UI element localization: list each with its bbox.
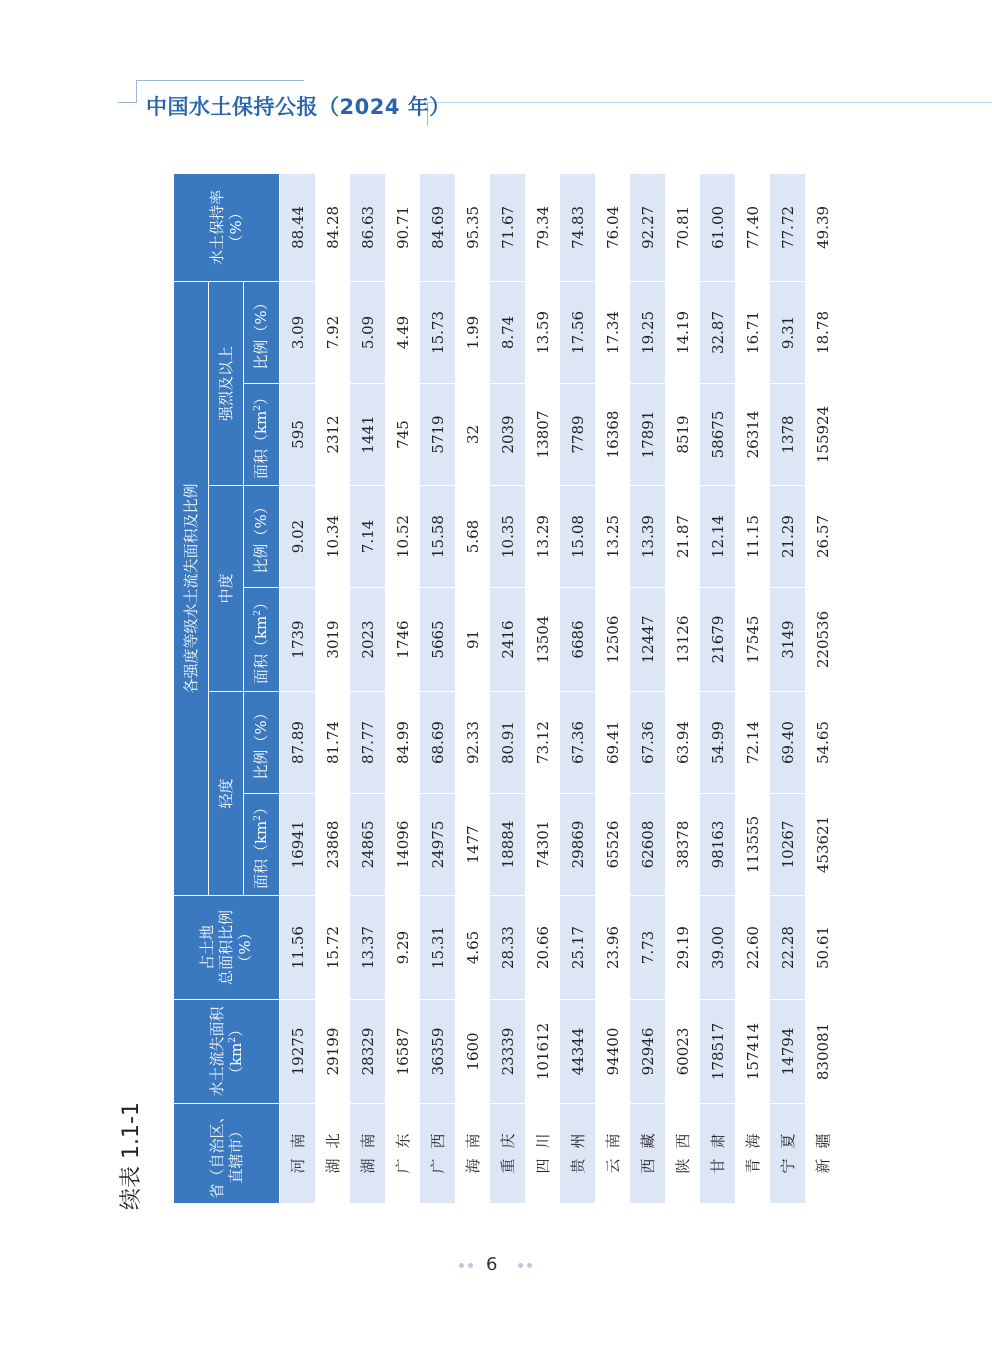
cell-province: 重庆 [490,1104,525,1204]
header-rule-base-left [118,102,137,103]
cell-severe-ratio: 8.74 [490,281,525,383]
cell-moderate-area: 2416 [490,588,525,692]
header-retention [174,173,280,281]
header-province: 省（自治区、直辖市） [174,1104,280,1204]
cell-moderate-ratio: 5.68 [455,486,490,588]
cell-retention: 86.63 [350,173,385,281]
cell-severe-area: 1378 [770,384,805,486]
cell-light-ratio: 80.91 [490,692,525,794]
cell-moderate-ratio: 10.34 [315,486,350,588]
cell-severe-ratio: 19.25 [630,281,665,383]
cell-severe-area: 5719 [420,384,455,486]
cell-loss-area: 28329 [350,1000,385,1104]
cell-light-ratio: 87.77 [350,692,385,794]
cell-retention: 61.00 [700,173,735,281]
header-severe: 强烈及以上 [209,281,244,485]
cell-moderate-area: 12447 [630,588,665,692]
cell-retention: 77.72 [770,173,805,281]
cell-severe-ratio: 5.09 [350,281,385,383]
cell-severe-area: 58675 [700,384,735,486]
cell-moderate-ratio: 21.29 [770,486,805,588]
cell-moderate-ratio: 13.29 [525,486,560,588]
cell-light-area: 14096 [385,794,420,896]
cell-moderate-ratio: 15.58 [420,486,455,588]
header-moderate-ratio: 比例（%） [244,486,280,588]
page-dot-left-outer [459,1263,464,1268]
cell-loss-area: 36359 [420,1000,455,1104]
cell-province: 河南 [280,1104,316,1204]
header-land-ratio [174,896,280,1000]
table-row [560,173,595,1203]
cell-light-ratio: 67.36 [560,692,595,794]
cell-moderate-area: 17545 [735,588,770,692]
header-rule-top [136,80,304,81]
cell-land-ratio: 25.17 [560,896,595,1000]
cell-light-area: 62608 [630,794,665,896]
cell-province: 新疆 [805,1104,840,1204]
cell-severe-area: 155924 [805,384,840,486]
cell-light-ratio: 72.14 [735,692,770,794]
header-light: 轻度 [209,692,244,896]
cell-land-ratio: 11.56 [280,896,316,1000]
cell-severe-ratio: 17.56 [560,281,595,383]
cell-severe-area: 32 [455,384,490,486]
cell-loss-area: 157414 [735,1000,770,1104]
cell-province: 海南 [455,1104,490,1204]
table-row [525,173,560,1203]
cell-moderate-area: 21679 [700,588,735,692]
cell-land-ratio: 4.65 [455,896,490,1000]
cell-land-ratio: 9.29 [385,896,420,1000]
cell-land-ratio: 28.33 [490,896,525,1000]
cell-light-ratio: 87.89 [280,692,316,794]
cell-loss-area: 14794 [770,1000,805,1104]
cell-moderate-area: 91 [455,588,490,692]
running-header-title: 中国水土保持公报（2024 年） [146,95,451,119]
cell-severe-ratio: 14.19 [665,281,700,383]
cell-moderate-ratio: 11.15 [735,486,770,588]
cell-light-ratio: 63.94 [665,692,700,794]
cell-province: 湖南 [350,1104,385,1204]
cell-light-ratio: 68.69 [420,692,455,794]
cell-province: 西藏 [630,1104,665,1204]
header-land-ratio-line3: （%） [235,925,254,970]
header-severe-ratio: 比例（%） [244,281,280,383]
cell-retention: 70.81 [665,173,700,281]
cell-light-area: 98163 [700,794,735,896]
cell-province: 贵州 [560,1104,595,1204]
header-light-ratio: 比例（%） [244,692,280,794]
cell-light-ratio: 69.40 [770,692,805,794]
cell-moderate-ratio: 21.87 [665,486,700,588]
cell-land-ratio: 7.73 [630,896,665,1000]
header-severe-area: 面积$(km^2)$ [244,384,280,486]
header-retention-line1: 水土保持率 [207,189,226,265]
cell-severe-ratio: 13.59 [525,281,560,383]
cell-loss-area: 16587 [385,1000,420,1104]
cell-retention: 84.69 [420,173,455,281]
cell-light-area: 16941 [280,794,316,896]
cell-retention: 74.83 [560,173,595,281]
cell-severe-area: 17891 [630,384,665,486]
cell-moderate-area: 12506 [595,588,630,692]
table-row [700,173,735,1203]
cell-light-area: 24865 [350,794,385,896]
table-caption: 续表 1.1-1 [119,1102,144,1210]
cell-moderate-area: 2023 [350,588,385,692]
cell-severe-area: 26314 [735,384,770,486]
cell-land-ratio: 50.61 [805,896,840,1000]
header-land-ratio-line2: 总面积比例 [217,910,236,986]
cell-province: 四川 [525,1104,560,1204]
cell-loss-area: 178517 [700,1000,735,1104]
cell-light-ratio: 69.41 [595,692,630,794]
soil-erosion-table [173,173,840,1204]
table-row [490,173,525,1203]
header-moderate: 中度 [209,486,244,692]
cell-severe-area: 2312 [315,384,350,486]
cell-light-ratio: 73.12 [525,692,560,794]
header-light-area: 面积$(km^2)$ [244,794,280,896]
cell-province: 湖北 [315,1104,350,1204]
cell-loss-area: 19275 [280,1000,316,1104]
table-row [665,173,700,1203]
cell-severe-area: 16368 [595,384,630,486]
cell-moderate-area: 3019 [315,588,350,692]
header-land-ratio-line1: 占土地 [198,925,217,971]
cell-moderate-ratio: 15.08 [560,486,595,588]
cell-moderate-area: 3149 [770,588,805,692]
table-row [770,173,805,1203]
cell-moderate-ratio: 26.57 [805,486,840,588]
header-retention-line2: （%） [226,205,245,250]
cell-severe-area: 7789 [560,384,595,486]
cell-loss-area: 830081 [805,1000,840,1104]
cell-retention: 71.67 [490,173,525,281]
cell-retention: 90.71 [385,173,420,281]
cell-severe-ratio: 16.71 [735,281,770,383]
cell-province: 青海 [735,1104,770,1204]
cell-land-ratio: 22.60 [735,896,770,1000]
cell-province: 陕西 [665,1104,700,1204]
header-loss-area-label: 水土流失面积 [207,1006,226,1097]
cell-light-area: 38378 [665,794,700,896]
header-intensity-group: 各强度等级水土流失面积及比例 [174,281,209,895]
cell-land-ratio: 29.19 [665,896,700,1000]
cell-light-area: 18884 [490,794,525,896]
cell-severe-ratio: 7.92 [315,281,350,383]
cell-moderate-ratio: 7.14 [350,486,385,588]
cell-severe-ratio: 4.49 [385,281,420,383]
cell-land-ratio: 22.28 [770,896,805,1000]
cell-moderate-ratio: 10.35 [490,486,525,588]
header-rule-right [428,102,992,103]
cell-province: 广东 [385,1104,420,1204]
cell-severe-area: 595 [280,384,316,486]
cell-severe-ratio: 18.78 [805,281,840,383]
cell-moderate-ratio: 9.02 [280,486,316,588]
header-loss-area: 水土流失面积 $(km^2)$ [174,1000,280,1104]
cell-province: 广西 [420,1104,455,1204]
cell-light-ratio: 92.33 [455,692,490,794]
cell-light-area: 24975 [420,794,455,896]
cell-loss-area: 101612 [525,1000,560,1104]
cell-severe-area: 13807 [525,384,560,486]
table-row [420,173,455,1203]
cell-province: 甘肃 [700,1104,735,1204]
table-body [280,173,841,1203]
cell-light-area: 453621 [805,794,840,896]
cell-moderate-ratio: 10.52 [385,486,420,588]
soil-erosion-table-container [173,174,873,1204]
cell-severe-area: 2039 [490,384,525,486]
cell-light-area: 113555 [735,794,770,896]
cell-light-area: 23868 [315,794,350,896]
cell-severe-ratio: 15.73 [420,281,455,383]
cell-land-ratio: 15.31 [420,896,455,1000]
cell-loss-area: 60023 [665,1000,700,1104]
cell-light-area: 74301 [525,794,560,896]
cell-moderate-area: 1746 [385,588,420,692]
table-row [735,173,770,1203]
cell-light-area: 29869 [560,794,595,896]
cell-moderate-area: 13126 [665,588,700,692]
table-row [805,173,840,1203]
cell-light-ratio: 54.99 [700,692,735,794]
cell-moderate-area: 13504 [525,588,560,692]
cell-light-area: 65526 [595,794,630,896]
cell-retention: 92.27 [630,173,665,281]
cell-severe-ratio: 17.34 [595,281,630,383]
cell-province: 宁夏 [770,1104,805,1204]
cell-severe-ratio: 1.99 [455,281,490,383]
cell-retention: 76.04 [595,173,630,281]
cell-severe-ratio: 3.09 [280,281,316,383]
table-row [385,173,420,1203]
cell-severe-area: 1441 [350,384,385,486]
cell-province: 云南 [595,1104,630,1204]
header-rule-tick-left [136,80,137,102]
cell-moderate-ratio: 13.39 [630,486,665,588]
cell-light-area: 10267 [770,794,805,896]
cell-retention: 79.34 [525,173,560,281]
cell-land-ratio: 39.00 [700,896,735,1000]
cell-light-ratio: 67.36 [630,692,665,794]
header-moderate-area: 面积$(km^2)$ [244,588,280,692]
header-loss-area-unit-suffix: ） [226,1021,245,1037]
table-row [315,173,350,1203]
cell-light-ratio: 54.65 [805,692,840,794]
cell-moderate-ratio: 12.14 [700,486,735,588]
header-loss-area-unit-prefix: （km [226,1042,245,1082]
cell-light-ratio: 81.74 [315,692,350,794]
cell-retention: 49.39 [805,173,840,281]
cell-loss-area: 29199 [315,1000,350,1104]
table-row [595,173,630,1203]
page-dot-right-outer [527,1263,532,1268]
table-row [350,173,385,1203]
cell-land-ratio: 13.37 [350,896,385,1000]
cell-light-ratio: 84.99 [385,692,420,794]
cell-land-ratio: 23.96 [595,896,630,1000]
page-number: 6 [486,1254,498,1275]
page-dot-left-inner [468,1263,473,1268]
cell-light-area: 1477 [455,794,490,896]
cell-moderate-area: 220536 [805,588,840,692]
cell-moderate-area: 1739 [280,588,316,692]
cell-severe-ratio: 32.87 [700,281,735,383]
cell-severe-area: 8519 [665,384,700,486]
cell-land-ratio: 20.66 [525,896,560,1000]
cell-retention: 84.28 [315,173,350,281]
cell-moderate-area: 6686 [560,588,595,692]
cell-severe-ratio: 9.31 [770,281,805,383]
cell-moderate-area: 5665 [420,588,455,692]
cell-retention: 88.44 [280,173,316,281]
cell-severe-area: 745 [385,384,420,486]
cell-loss-area: 94400 [595,1000,630,1104]
cell-loss-area: 44344 [560,1000,595,1104]
cell-land-ratio: 15.72 [315,896,350,1000]
page-dot-right-inner [518,1263,523,1268]
table-row [455,173,490,1203]
table-row [280,173,316,1203]
table-row [630,173,665,1203]
cell-loss-area: 1600 [455,1000,490,1104]
cell-loss-area: 92946 [630,1000,665,1104]
cell-loss-area: 23339 [490,1000,525,1104]
cell-retention: 95.35 [455,173,490,281]
cell-moderate-ratio: 13.25 [595,486,630,588]
cell-retention: 77.40 [735,173,770,281]
